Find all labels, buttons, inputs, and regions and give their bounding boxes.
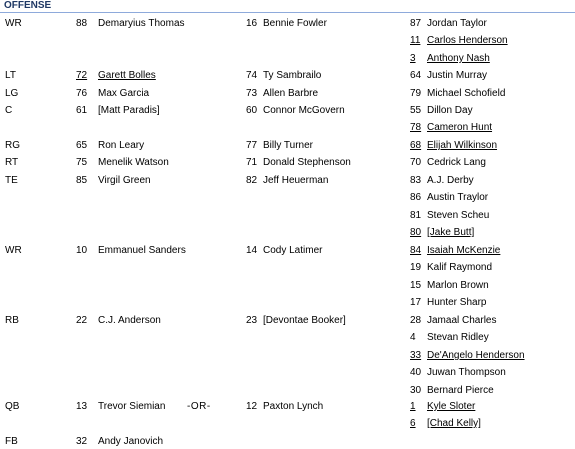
second-string-number: 77 [246, 140, 258, 151]
second-string-number: 60 [246, 105, 258, 116]
reserve-name: Isaiah McKenzie [427, 245, 501, 256]
second-string-name: Jeff Heuerman [263, 175, 329, 186]
reserve-number: 86 [410, 192, 422, 203]
starter-name: Demaryius Thomas [98, 18, 185, 29]
reserve-name: Anthony Nash [427, 53, 490, 64]
reserve-number: 64 [410, 70, 422, 81]
starter-name: Garett Bolles [98, 70, 156, 81]
starter-number: 13 [76, 401, 88, 412]
reserve-number: 1 [410, 401, 416, 412]
reserve-name: Carlos Henderson [427, 35, 508, 46]
second-string-name: Allen Barbre [263, 88, 319, 99]
reserve-number: 6 [410, 418, 416, 429]
starter-name: Emmanuel Sanders [98, 245, 186, 256]
reserve-number: 84 [410, 245, 422, 256]
starter-number: 61 [76, 105, 88, 116]
starter-number: 32 [76, 436, 88, 447]
second-string-name: Cody Latimer [263, 245, 323, 256]
starter-name: [Matt Paradis] [98, 105, 160, 116]
reserve-number: 40 [410, 367, 422, 378]
second-string-name: Connor McGovern [263, 105, 345, 116]
reserve-name: [Chad Kelly] [427, 418, 481, 429]
reserve-name: Stevan Ridley [427, 332, 489, 343]
second-string-number: 82 [246, 175, 258, 186]
reserve-number: 15 [410, 280, 422, 291]
starter-name: Trevor Siemian [98, 401, 166, 412]
reserve-name: Hunter Sharp [427, 297, 487, 308]
starter-number: 65 [76, 140, 88, 151]
reserve-number: 11 [410, 35, 421, 46]
reserve-number: 78 [410, 122, 422, 133]
position-label: WR [5, 18, 22, 29]
reserve-number: 87 [410, 18, 422, 29]
reserve-number: 70 [410, 157, 422, 168]
reserve-name: Kyle Sloter [427, 401, 476, 412]
reserve-number: 19 [410, 262, 422, 273]
reserve-number: 55 [410, 105, 422, 116]
reserve-number: 79 [410, 88, 422, 99]
position-label: RT [5, 157, 19, 168]
reserve-name: Cedrick Lang [427, 157, 486, 168]
starter-name: Andy Janovich [98, 436, 164, 447]
second-string-number: 12 [246, 401, 258, 412]
starter-number: 10 [76, 245, 88, 256]
reserve-number: 17 [410, 297, 422, 308]
reserve-name: Bernard Pierce [427, 385, 494, 396]
second-string-name: Bennie Fowler [263, 18, 327, 29]
position-label: WR [5, 245, 22, 256]
reserve-name: Justin Murray [427, 70, 488, 81]
reserve-number: 81 [410, 210, 422, 221]
second-string-number: 73 [246, 88, 258, 99]
position-label: TE [5, 175, 18, 186]
starter-name: C.J. Anderson [98, 315, 161, 326]
second-string-name: Paxton Lynch [263, 401, 324, 412]
starter-number: 22 [76, 315, 88, 326]
starter-name: Virgil Green [98, 175, 151, 186]
position-label: LG [5, 88, 19, 99]
reserve-name: [Jake Butt] [427, 227, 475, 238]
reserve-name: Michael Schofield [427, 88, 506, 99]
reserve-name: Austin Traylor [427, 192, 489, 203]
position-label: RB [5, 315, 19, 326]
reserve-number: 33 [410, 350, 422, 361]
starter-number: 75 [76, 157, 88, 168]
second-string-number: 16 [246, 18, 258, 29]
starter-number: 76 [76, 88, 88, 99]
position-label: LT [5, 70, 16, 81]
reserve-name: Marlon Brown [427, 280, 489, 291]
reserve-name: Dillon Day [427, 105, 473, 116]
reserve-name: Kalif Raymond [427, 262, 493, 273]
starter-number: 88 [76, 18, 88, 29]
header-bar [0, 0, 575, 13]
reserve-number: 4 [410, 332, 416, 343]
second-string-name: Ty Sambrailo [263, 70, 322, 81]
second-string-name: [Devontae Booker] [263, 315, 346, 326]
reserve-name: Elijah Wilkinson [427, 140, 498, 151]
starter-name: Ron Leary [98, 140, 145, 151]
starter-name: Menelik Watson [98, 157, 169, 168]
section-title: OFFENSE [4, 0, 52, 11]
position-label: RG [5, 140, 20, 151]
reserve-name: A.J. Derby [427, 175, 474, 186]
reserve-name: Jordan Taylor [427, 18, 487, 29]
second-string-number: 71 [246, 157, 258, 168]
reserve-name: Jamaal Charles [427, 315, 497, 326]
starter-number: 72 [76, 70, 88, 81]
reserve-number: 68 [410, 140, 422, 151]
second-string-number: 14 [246, 245, 258, 256]
reserve-number: 30 [410, 385, 422, 396]
reserve-number: 83 [410, 175, 422, 186]
reserve-name: Juwan Thompson [427, 367, 506, 378]
starter-name: Max Garcia [98, 88, 150, 99]
reserve-name: Cameron Hunt [427, 122, 493, 133]
second-string-number: 74 [246, 70, 258, 81]
starter-number: 85 [76, 175, 88, 186]
reserve-number: 28 [410, 315, 422, 326]
reserve-name: Steven Scheu [427, 210, 490, 221]
reserve-number: 80 [410, 227, 422, 238]
reserve-name: De'Angelo Henderson [427, 350, 525, 361]
second-string-name: Donald Stephenson [263, 157, 351, 168]
reserve-number: 3 [410, 53, 416, 64]
or-label: -OR- [187, 401, 211, 412]
second-string-number: 23 [246, 315, 258, 326]
position-label: C [5, 105, 13, 116]
position-label: FB [5, 436, 18, 447]
second-string-name: Billy Turner [263, 140, 314, 151]
position-label: QB [5, 401, 20, 412]
